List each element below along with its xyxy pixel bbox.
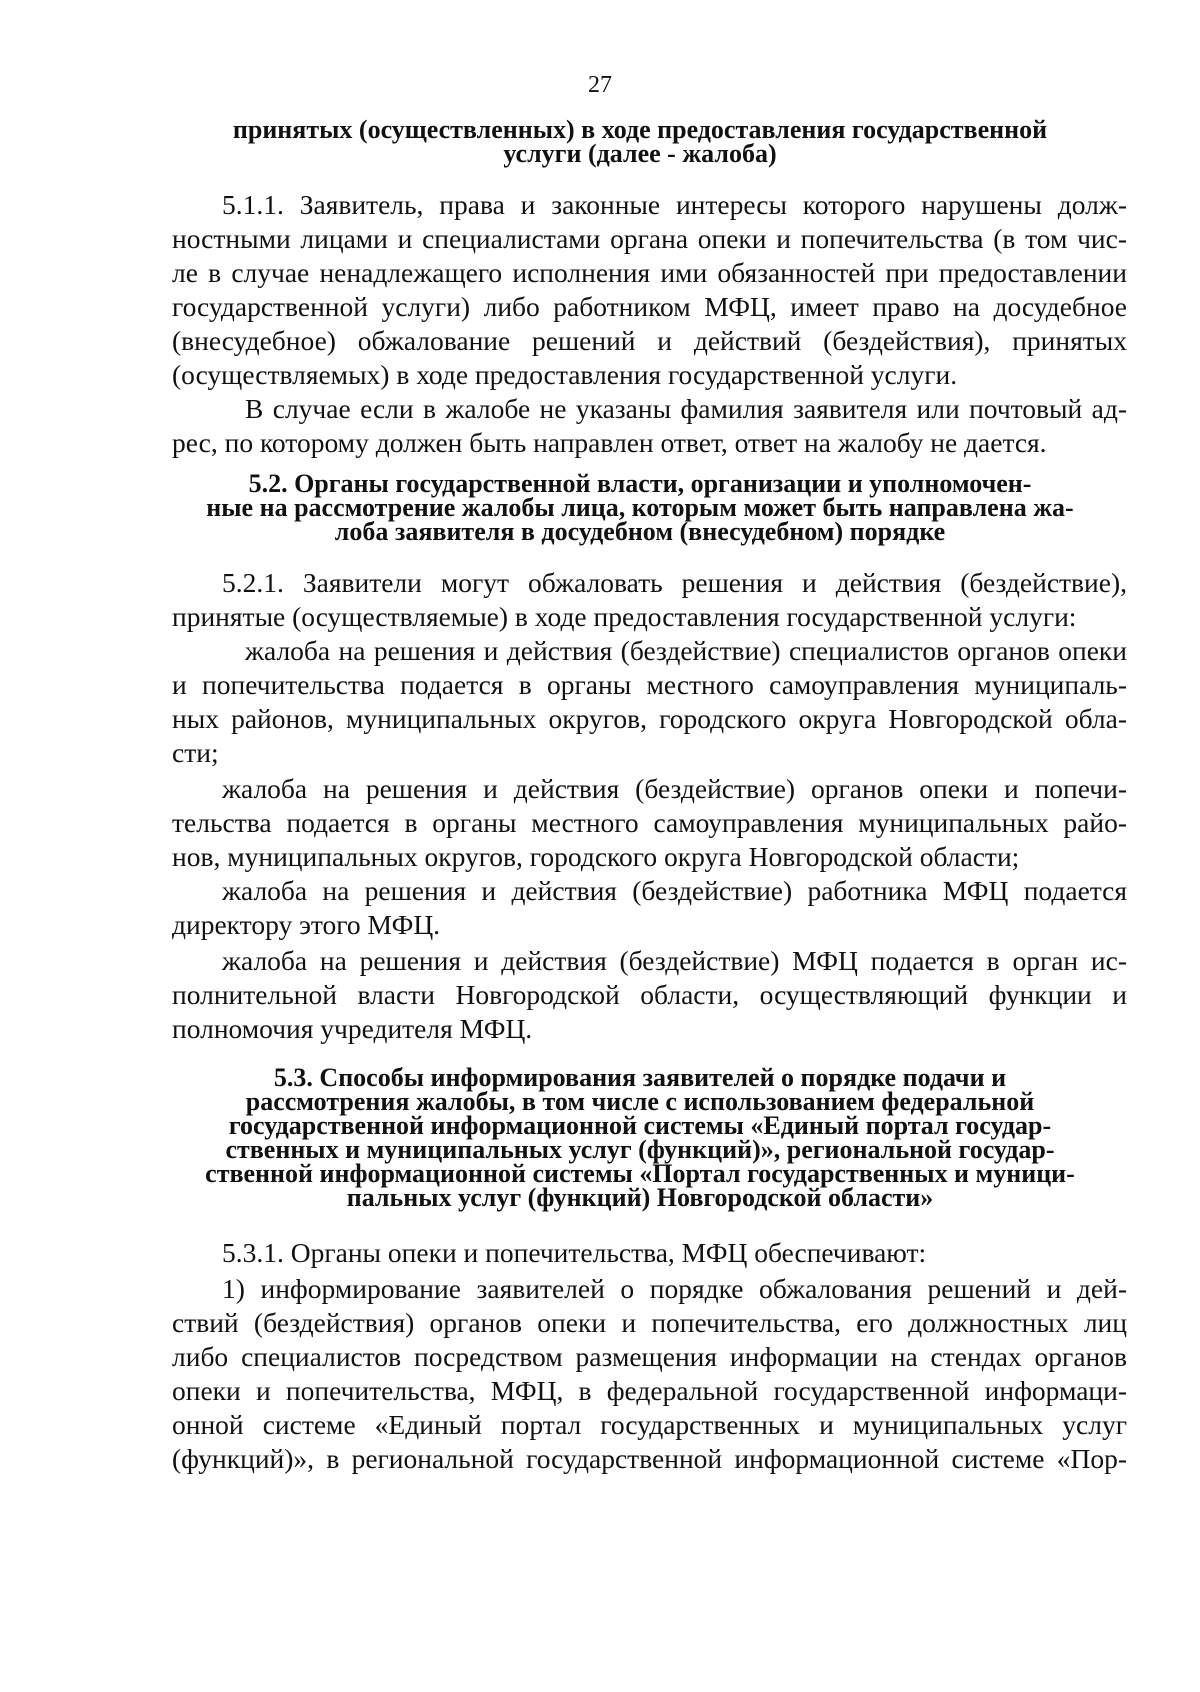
heading-line: лоба заявителя в досудебном (внесудебном) порядке: [334, 517, 946, 546]
paragraph-line: опеки и попечительства, МФЦ, в федеральной государственной информаци-: [172, 1375, 1127, 1406]
paragraph-line: принятые (осуществляемые) в ходе предоставления государственной услуги:: [172, 601, 1077, 632]
paragraph-line: рес, по которому должен быть направлен ответ, ответ на жалобу не дается.: [172, 427, 1047, 458]
heading-line: государственной информационной системы «Единый портал государ-: [228, 1111, 1052, 1140]
section-heading-5-2: [160, 469, 1120, 546]
paragraph-line: 5.1.1. Заявитель, права и законные интересы которого нарушены долж-: [222, 189, 1127, 220]
paragraph-line: ных районов, муниципальных округов, городского округа Новгородской обла-: [172, 703, 1127, 734]
paragraph-line: (осуществляемых) в ходе предоставления государственной услуги.: [172, 359, 958, 390]
heading-line: услуги (далее - жалоба): [503, 139, 777, 168]
paragraph-line: (внесудебное) обжалование решений и действий (бездействия), принятых: [172, 325, 1127, 356]
paragraph-line: ле в случае ненадлежащего исполнения ими обязанностей при предоставлении: [172, 257, 1127, 288]
paragraph-line: жалоба на решения и действия (бездействие) МФЦ подается в орган ис-: [222, 945, 1127, 976]
paragraph-line: директору этого МФЦ.: [172, 909, 441, 940]
heading-continuation: [160, 115, 1120, 168]
paragraph-line: полномочия учредителя МФЦ.: [172, 1013, 533, 1044]
paragraph-line: 5.3.1. Органы опеки и попечительства, МФЦ обеспечивают:: [222, 1237, 927, 1268]
paragraph-line: ствий (бездействия) органов опеки и попечительства, его должностных лиц: [172, 1307, 1127, 1338]
heading-line: ные на рассмотрение жалобы лица, которым может быть направлена жа-: [206, 493, 1074, 522]
paragraph-line: тельства подается в органы местного самоуправления муниципальных райо-: [172, 807, 1127, 838]
paragraph-line: В случае если в жалобе не указаны фамилия заявителя или почтовый ад-: [245, 393, 1127, 424]
paragraph-line: нов, муниципальных округов, городского округа Новгородской области;: [172, 841, 1020, 872]
heading-line: 5.3. Способы информирования заявителей о порядке подачи и: [273, 1063, 1007, 1092]
paragraph-line: полнительной власти Новгородской области, осуществляющий функции и: [172, 979, 1127, 1010]
paragraph-line: 5.2.1. Заявители могут обжаловать решения и действия (бездействие),: [222, 567, 1127, 598]
paragraph-line: и попечительства подается в органы местного самоуправления муниципаль-: [172, 669, 1127, 700]
paragraph-line: государственной услуги) либо работником МФЦ, имеет право на досудебное: [172, 291, 1127, 322]
paragraph-line: жалоба на решения и действия (бездействие) работника МФЦ подается: [222, 875, 1127, 906]
paragraph-line: жалоба на решения и действия (бездействие) специалистов органов опеки: [245, 635, 1127, 666]
heading-line: ственных и муниципальных услуг (функций)», региональной государ-: [225, 1135, 1055, 1164]
heading-line: рассмотрения жалобы, в том числе с использованием федеральной: [245, 1087, 1035, 1116]
heading-line: ственной информационной системы «Портал государственных и муници-: [205, 1159, 1075, 1188]
heading-line: принятых (осуществленных) в ходе предоставления государственной: [232, 115, 1048, 144]
heading-line: пальных услуг (функций) Новгородской области»: [346, 1183, 934, 1212]
heading-line: 5.2. Органы государственной власти, организации и уполномочен-: [248, 469, 1032, 498]
paragraph-line: (функций)», в региональной государственной информационной системе «Пор-: [172, 1443, 1127, 1474]
page-number: 27: [588, 72, 612, 98]
paragraph-line: сти;: [172, 737, 219, 768]
paragraph-line: жалоба на решения и действия (бездействие) органов опеки и попечи-: [222, 773, 1127, 804]
paragraph-line: онной системе «Единый портал государственных и муниципальных услуг: [172, 1409, 1127, 1440]
section-heading-5-3: [160, 1063, 1120, 1212]
paragraph-line: либо специалистов посредством размещения информации на стендах органов: [172, 1341, 1127, 1372]
paragraph-line: ностными лицами и специалистами органа опеки и попечительства (в том чис-: [172, 223, 1127, 254]
paragraph-line: 1) информирование заявителей о порядке обжалования решений и дей-: [222, 1273, 1127, 1304]
